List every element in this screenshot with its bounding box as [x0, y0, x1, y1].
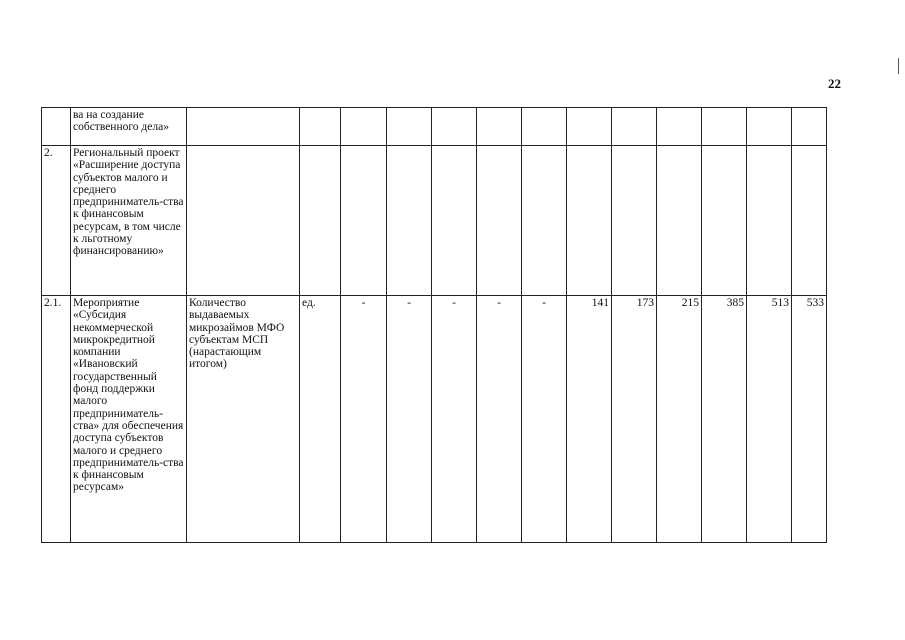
value-cell: 533 [792, 296, 827, 543]
value-cell [477, 146, 522, 296]
program-indicators-table [41, 107, 827, 543]
value-cell [747, 108, 792, 146]
value-cell [341, 146, 387, 296]
value-cell [567, 146, 612, 296]
row-number [42, 108, 71, 146]
value-cell [341, 108, 387, 146]
row-name: Мероприятие «Субсидия некоммерческой микрокредитной компании «Ивановский государственный фонд поддержки малого предприниматель-ства» для обеспечения доступа субъектов малого и среднего предприниматель-ства к финансовым ресурсам» [71, 296, 187, 543]
value-cell: 513 [747, 296, 792, 543]
row-number: 2. [42, 146, 71, 296]
value-cell [612, 146, 657, 296]
value-cell [477, 108, 522, 146]
value-cell [657, 146, 702, 296]
page-number: 22 [828, 76, 841, 91]
value-cell [432, 108, 477, 146]
value-cell: - [341, 296, 387, 543]
value-cell [387, 146, 432, 296]
value-cell [522, 146, 567, 296]
table-row [42, 108, 827, 146]
value-cell [792, 146, 827, 296]
value-cell [702, 108, 747, 146]
row-number: 2.1. [42, 296, 71, 543]
value-cell [432, 146, 477, 296]
row-indicator: Количество выдаваемых микрозаймов МФО субъектам МСП (нарастающим итогом) [187, 296, 300, 543]
value-cell [657, 108, 702, 146]
row-unit [300, 146, 341, 296]
value-cell [387, 108, 432, 146]
value-cell: - [387, 296, 432, 543]
row-name: Региональный проект «Расширение доступа субъектов малого и среднего предприниматель-ства к финансовым ресурсам, в том числе к льготному финансированию» [71, 146, 187, 296]
value-cell: 173 [612, 296, 657, 543]
value-cell [522, 108, 567, 146]
value-cell [747, 146, 792, 296]
value-cell: 215 [657, 296, 702, 543]
value-cell [792, 108, 827, 146]
value-cell: 385 [702, 296, 747, 543]
value-cell: - [522, 296, 567, 543]
value-cell: - [477, 296, 522, 543]
row-name: ва на создание собственного дела» [71, 108, 187, 146]
scan-edge-mark [898, 58, 899, 74]
value-cell: - [432, 296, 477, 543]
table-row [42, 146, 827, 296]
value-cell [702, 146, 747, 296]
table-row [42, 296, 827, 543]
row-indicator [187, 108, 300, 146]
row-unit: ед. [300, 296, 341, 543]
value-cell [612, 108, 657, 146]
value-cell [567, 108, 612, 146]
row-indicator [187, 146, 300, 296]
value-cell: 141 [567, 296, 612, 543]
row-unit [300, 108, 341, 146]
